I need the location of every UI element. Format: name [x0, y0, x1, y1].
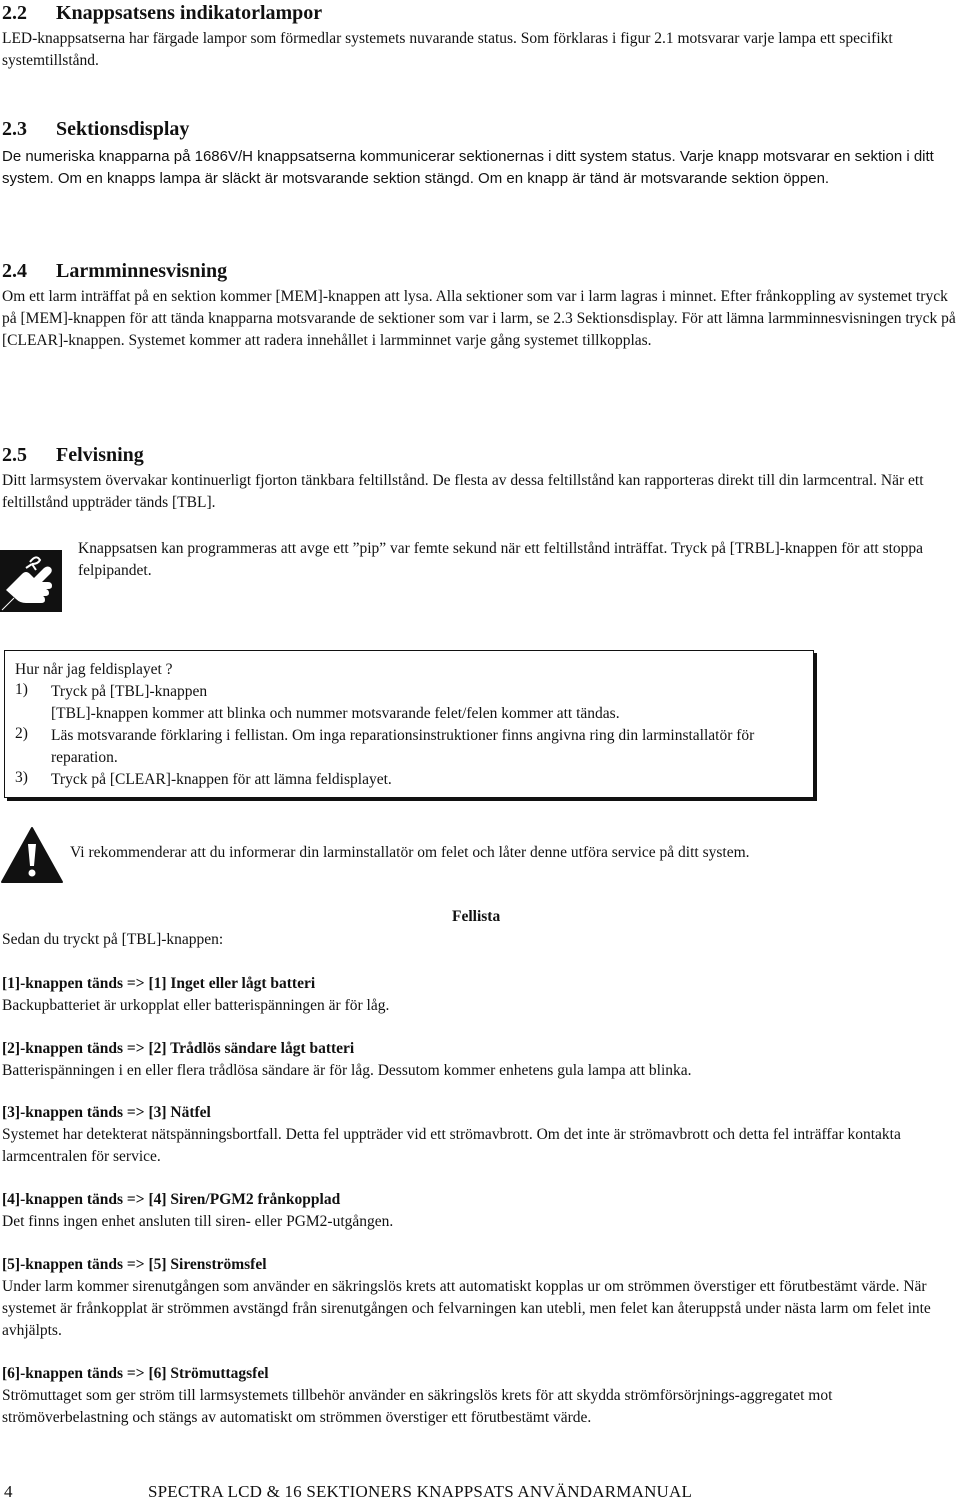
- howto-step: [15, 725, 803, 769]
- step-text: Tryck på [CLEAR]-knappen för att lämna feldisplayet.: [51, 771, 392, 788]
- step-number: 1): [15, 681, 28, 698]
- fault-text: Strömuttaget som ger ström till larmsystemets tillbehör använder en säkringslös krets för att skydda strömförsörjnings-aggregatet mot strömöverbelastning och stängs av automatiskt om strömmen överstiger ett förutbestämt värde.: [2, 1387, 833, 1426]
- fault-heading: [1]-knappen tänds => [1] Inget eller lågt batteri: [2, 975, 316, 992]
- fault-heading: [3]-knappen tänds => [3] Nätfel: [2, 1104, 211, 1121]
- reminder-hand-icon: [0, 550, 62, 612]
- section-body: LED-knappsatserna har färgade lampor som förmedlar systemets nuvarande status. Som förklaras i figur 2.1 motsvarar varje lampa ett specifikt systemtillstånd.: [2, 30, 893, 69]
- fault-text: Backupbatteriet är urkopplat eller batterispänningen är för låg.: [2, 997, 390, 1014]
- fault-heading: [5]-knappen tänds => [5] Sirenströmsfel: [2, 1256, 267, 1273]
- fault-item: [2, 1102, 956, 1168]
- howto-step: [15, 769, 803, 791]
- fault-text: Under larm kommer sirenutgången som använder en säkringslös krets att automatiskt kopplas ur om strömmen överstiger ett förutbestämt värde. När systemet är frånkopplat är strömmen avstängd från sirenutgången och felvarningen kan utebli, men felet kan återuppstå under nästa larm om felet inte avhjälpts.: [2, 1278, 931, 1339]
- note-text: Knappsatsen kan programmeras att avge ett ”pip” var femte sekund när ett feltillstånd inträffat. Tryck på [TRBL]-knappen för att stoppa felpipandet.: [78, 540, 924, 579]
- section-heading: [2, 0, 956, 26]
- section-2-2: [2, 0, 956, 72]
- howto-box: [4, 650, 814, 798]
- section-2-3: [2, 116, 956, 190]
- section-heading: [2, 116, 956, 142]
- fault-list-intro: Sedan du tryckt på [TBL]-knappen:: [2, 931, 224, 948]
- step-body: [51, 681, 803, 725]
- howto-step: [15, 681, 803, 725]
- section-body: Om ett larm inträffat på en sektion kommer [MEM]-knappen att lysa. Alla sektioner som var i larm lagras i minnet. Efter frånkoppling av systemet tryck på [MEM]-knappen för att tända knapparna motsvarande de sektioner som var i larm, se 2.3 Sektionsdisplay. För att lämna larmminnesvisningen tryck på [CLEAR]-knappen. Systemet kommer att radera innehållet i larmminnet varje gång systemet tillkopplas.: [2, 288, 956, 349]
- section-number: 2.4: [2, 260, 27, 282]
- step-subtext: [TBL]-knappen kommer att blinka och nummer motsvarande felet/felen kommer att tändas.: [51, 705, 620, 722]
- page-number: 4: [4, 1482, 13, 1501]
- fault-heading: [6]-knappen tänds => [6] Strömuttagsfel: [2, 1365, 269, 1382]
- fault-text: Systemet har detekterat nätspänningsbortfall. Detta fel uppträder vid ett strömavbrott. Om det inte är strömavbrott och detta fel inträffar kontakta larmcentralen för service.: [2, 1126, 901, 1165]
- section-2-5: [2, 442, 956, 514]
- section-title: Knappsatsens indikatorlampor: [56, 2, 323, 24]
- section-number: 2.5: [2, 444, 27, 466]
- warning-text: Vi rekommenderar att du informerar din larminstallatör om felet och låter denne utföra service på ditt system.: [70, 844, 750, 861]
- section-number: 2.3: [2, 118, 27, 140]
- fault-text: Batterispänningen i en eller flera trådlösa sändare är för låg. Dessutom kommer enhetens gula lampa att blinka.: [2, 1062, 692, 1079]
- step-text: Läs motsvarande förklaring i fellistan. Om inga reparationsinstruktioner finns angivna ring din larminstallatör för reparation.: [51, 727, 755, 766]
- warning-triangle-icon: [0, 826, 64, 884]
- section-title: Sektionsdisplay: [56, 118, 190, 140]
- section-heading: [2, 442, 956, 468]
- fault-item: [2, 1254, 956, 1342]
- section-2-4: [2, 258, 956, 352]
- section-body: De numeriska knapparna på 1686V/H knappsatserna kommunicerar sektionernas i ditt system status. Varje knapp motsvarar en sektion i ditt system. Om en knapps lampa är släckt är motsvarande sektion stängd. Om en knapp är tänd är motsvarande sektion öppen.: [2, 148, 934, 187]
- howto-title: Hur når jag feldisplayet ?: [15, 661, 173, 678]
- fault-item: [2, 1189, 956, 1233]
- fault-item: [2, 1363, 956, 1429]
- section-number: 2.2: [2, 2, 27, 24]
- step-number: 2): [15, 725, 28, 742]
- fault-heading: [2]-knappen tänds => [2] Trådlös sändare lågt batteri: [2, 1040, 355, 1057]
- footer-title: SPECTRA LCD & 16 SEKTIONERS KNAPPSATS ANVÄNDARMANUAL: [148, 1482, 693, 1501]
- fault-item: [2, 973, 956, 1017]
- fault-item: [2, 1038, 956, 1082]
- section-title: Larmminnesvisning: [56, 260, 228, 282]
- section-title: Felvisning: [56, 444, 144, 466]
- step-number: 3): [15, 769, 28, 786]
- fault-list-title: Fellista: [452, 908, 501, 925]
- fault-text: Det finns ingen enhet ansluten till siren- eller PGM2-utgången.: [2, 1213, 394, 1230]
- section-body: Ditt larmsystem övervakar kontinuerligt fjorton tänkbara feltillstånd. De flesta av dessa feltillstånd kan rapporteras direkt till din larmcentral. När ett feltillstånd uppträder tänds [TBL].: [2, 472, 924, 511]
- fault-heading: [4]-knappen tänds => [4] Siren/PGM2 frånkopplad: [2, 1191, 341, 1208]
- section-heading: [2, 258, 956, 284]
- step-text: Tryck på [TBL]-knappen: [51, 683, 208, 700]
